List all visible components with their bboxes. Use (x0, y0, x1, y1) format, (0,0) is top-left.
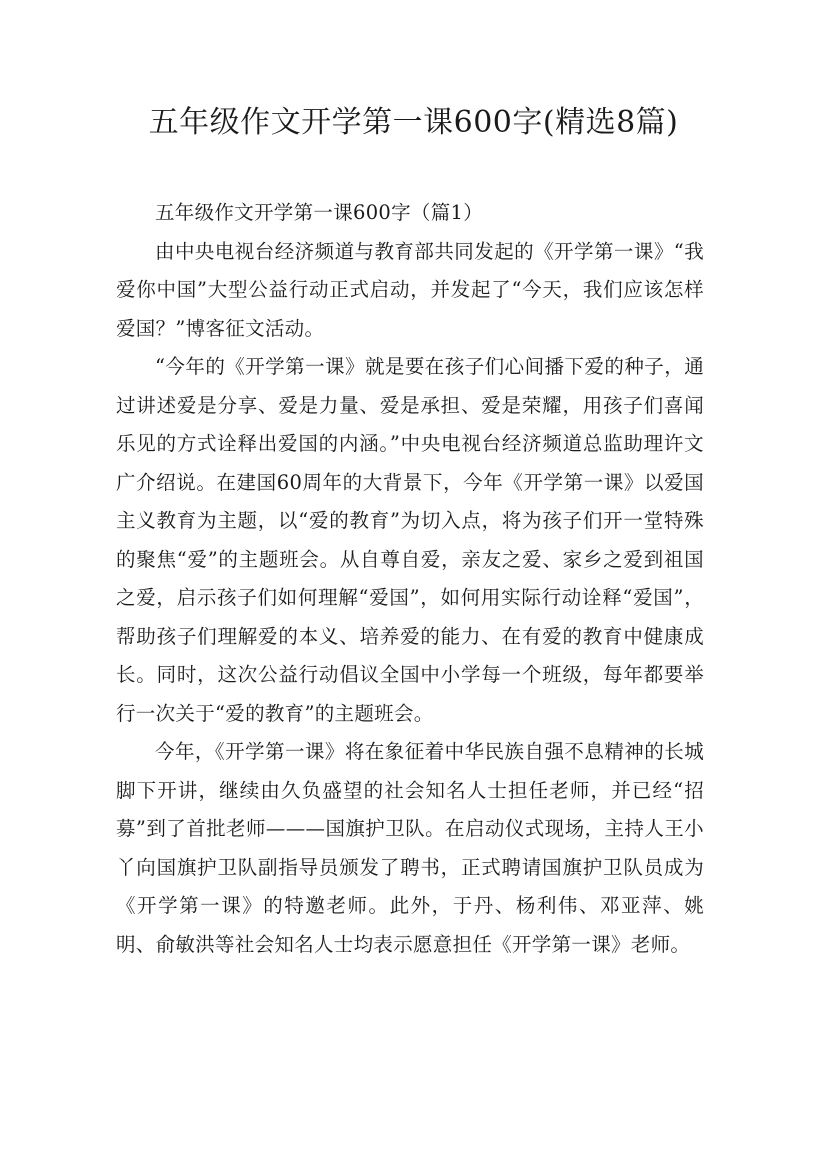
paragraph: 今年，《开学第一课》将在象征着中华民族自强不息精神的长城脚下开讲，继续由久负盛望的社会知名人士担任老师，并已经“招募”到了首批老师———国旗护卫队。在启动仪式现场，主持人王小丫向国旗护卫队副指导员颁发了聘书，正式聘请国旗护卫队员成为《开学第一课》的特邀老师。此外，于丹、杨利伟、邓亚萍、姚明、俞敏洪等社会知名人士均表示愿意担任《开学第一课》老师。 (116, 740, 704, 956)
document-body (116, 194, 704, 964)
section-heading: 五年级作文开学第一课600字（篇1） (155, 201, 484, 224)
document-title: 五年级作文开学第一课600字(精选8篇) (148, 105, 679, 140)
paragraph: 由中央电视台经济频道与教育部共同发起的《开学第一课》“我爱你中国”大型公益行动正式启动，并发起了“今天，我们应该怎样爱国？”博客征文活动。 (116, 239, 704, 340)
paragraph: “今年的《开学第一课》就是要在孩子们心间播下爱的种子，通过讲述爱是分享、爱是力量、爱是承担、爱是荣耀，用孩子们喜闻乐见的方式诠释出爱国的内涵。”中央电视台经济频道总监助理许文广介绍说。在建国60周年的大背景下，今年《开学第一课》以爱国主义教育为主题，以“爱的教育”为切入点，将为孩子们开一堂特殊的聚焦“爱”的主题班会。从自尊自爱，亲友之爱、家乡之爱到祖国之爱，启示孩子们如何理解“爱国”，如何用实际行动诠释“爱国”，帮助孩子们理解爱的本义、培养爱的能力、在有爱的教育中健康成长。同时，这次公益行动倡议全国中小学每一个班级，每年都要举行一次关于“爱的教育”的主题班会。 (116, 355, 704, 725)
